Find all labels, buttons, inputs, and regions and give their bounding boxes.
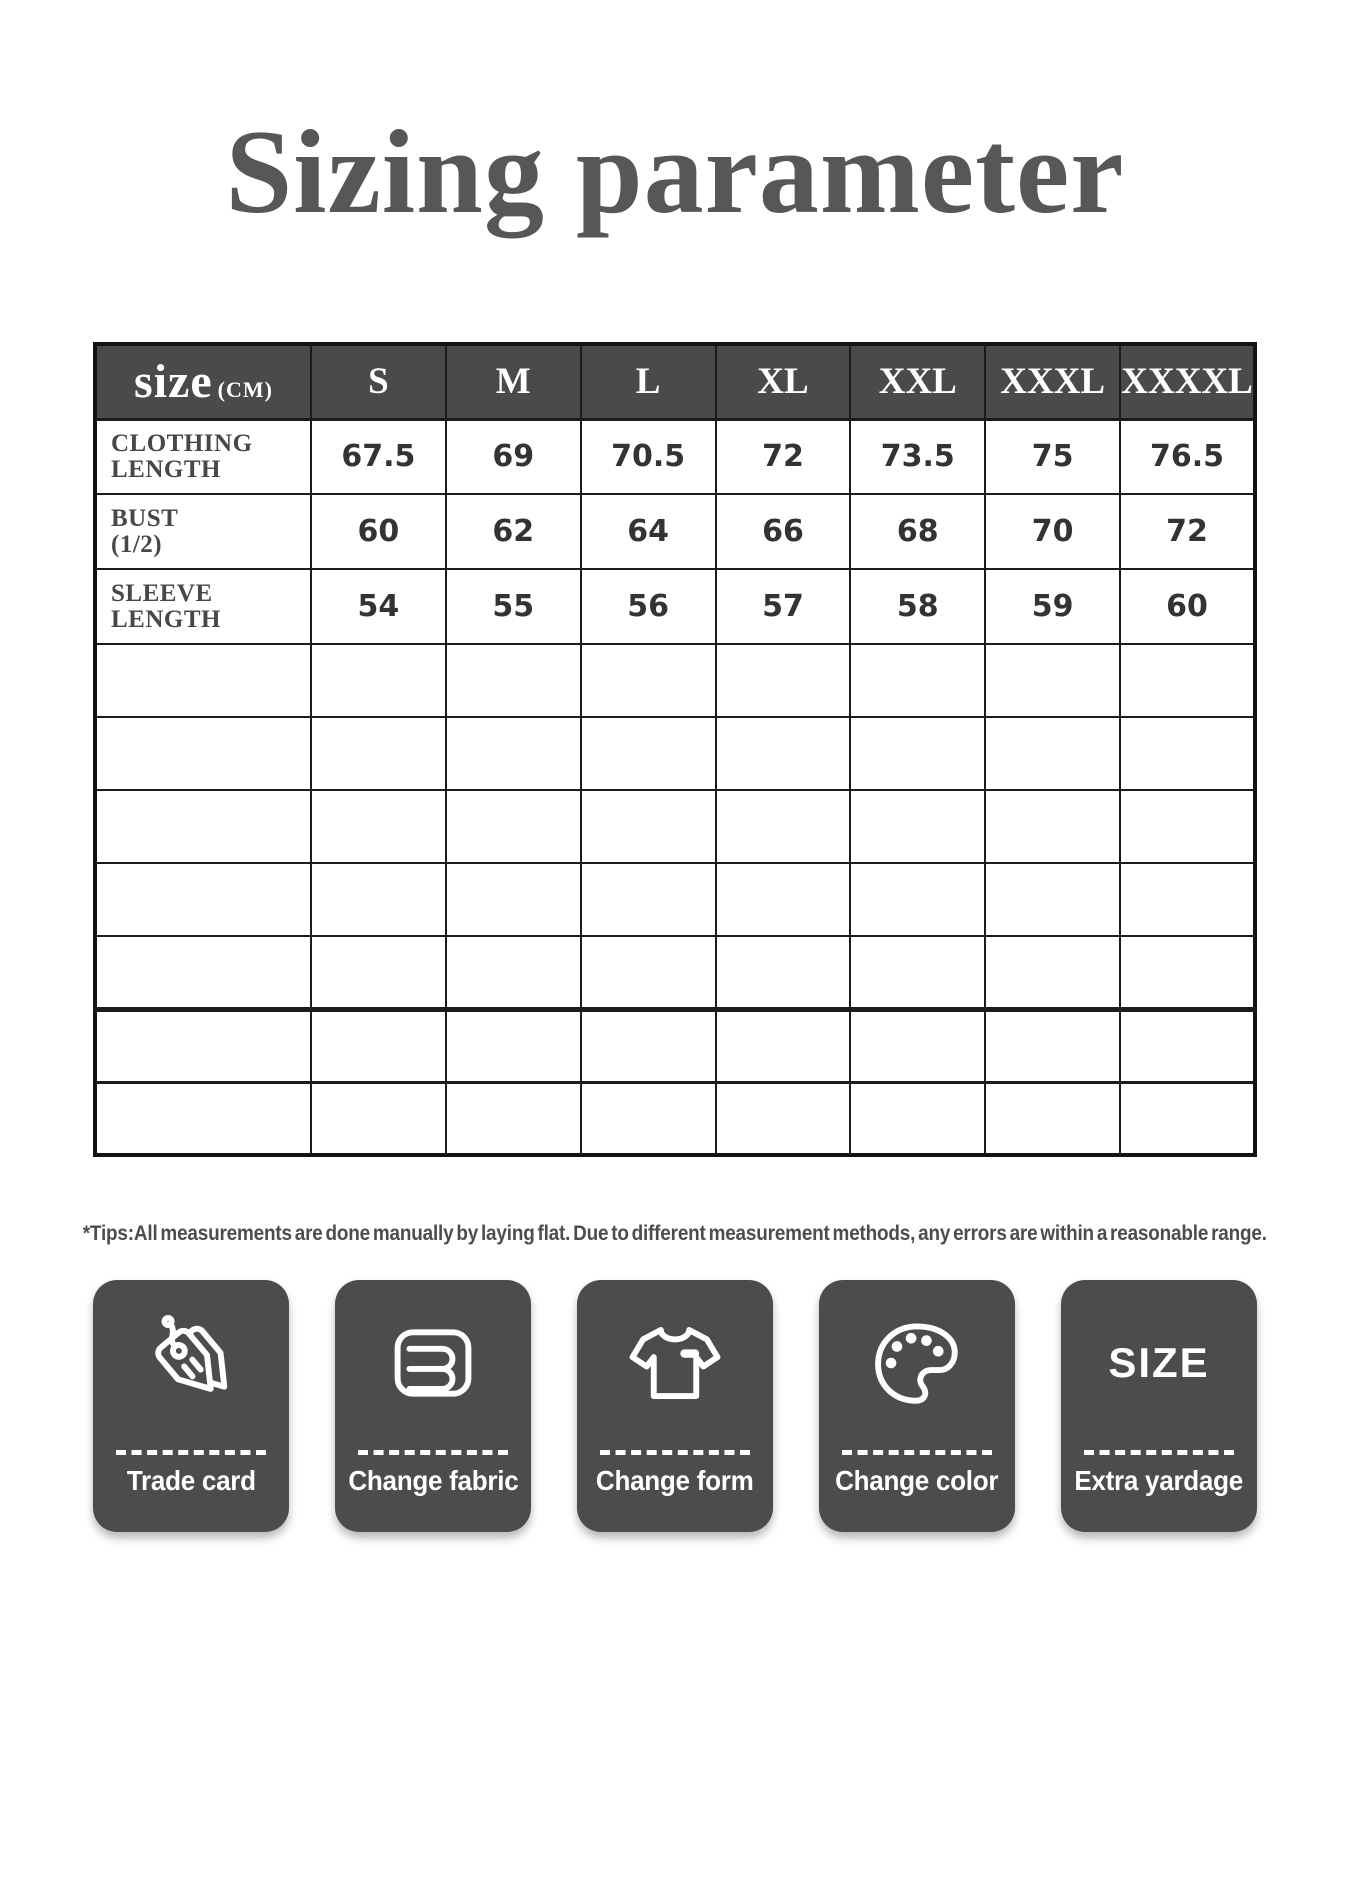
empty-cell: [716, 717, 851, 790]
empty-cell: [850, 936, 985, 1009]
table-row-clothing-length: [95, 419, 1255, 494]
size-unit-header-cell: [95, 344, 311, 419]
empty-cell: [95, 1082, 311, 1155]
empty-cell: [985, 717, 1120, 790]
empty-cell: [850, 863, 985, 936]
tile-label: Trade card: [126, 1465, 256, 1496]
size-value-cell: 56: [581, 569, 716, 644]
empty-cell: [311, 1009, 446, 1082]
empty-cell: [311, 863, 446, 936]
dashed-divider: [358, 1450, 508, 1455]
tile-label: Extra yardage: [1074, 1465, 1244, 1496]
tile-change-color: [819, 1280, 1015, 1532]
size-unit-suffix: (CM): [217, 377, 273, 403]
empty-cell: [446, 790, 581, 863]
table-row-bust: [95, 494, 1255, 569]
empty-cell: [446, 644, 581, 717]
dashed-divider: [116, 1450, 266, 1455]
empty-cell: [446, 863, 581, 936]
empty-table-row: [95, 936, 1255, 1009]
tile-icon-area: [374, 1280, 492, 1446]
size-column-header: M: [446, 344, 581, 419]
empty-cell: [581, 717, 716, 790]
empty-cell: [95, 644, 311, 717]
empty-cell: [311, 1082, 446, 1155]
size-value-cell: 59: [985, 569, 1120, 644]
row-label: [95, 494, 311, 569]
size-value-cell: 72: [1120, 494, 1255, 569]
size-column-header: XL: [716, 344, 851, 419]
empty-cell: [311, 717, 446, 790]
empty-cell: [581, 863, 716, 936]
dashed-divider: [842, 1450, 992, 1455]
size-value-cell: 67.5: [311, 419, 446, 494]
size-value-cell: 60: [1120, 569, 1255, 644]
size-unit-label: size: [134, 355, 213, 409]
size-value-cell: 72: [716, 419, 851, 494]
empty-table-row: [95, 1009, 1255, 1082]
size-value-cell: 57: [716, 569, 851, 644]
empty-cell: [95, 717, 311, 790]
size-value-cell: 69: [446, 419, 581, 494]
empty-cell: [446, 1082, 581, 1155]
size-table: [93, 342, 1257, 1157]
empty-cell: [581, 790, 716, 863]
size-value-cell: 75: [985, 419, 1120, 494]
empty-cell: [95, 790, 311, 863]
tile-change-form: [577, 1280, 773, 1532]
empty-cell: [1120, 790, 1255, 863]
empty-cell: [716, 1009, 851, 1082]
folded-fabric-icon: [374, 1304, 492, 1422]
empty-table-row: [95, 644, 1255, 717]
empty-cell: [311, 790, 446, 863]
size-value-cell: 60: [311, 494, 446, 569]
empty-cell: [95, 936, 311, 1009]
size-column-header: XXL: [850, 344, 985, 419]
tile-label: Change form: [596, 1465, 754, 1496]
size-column-header: S: [311, 344, 446, 419]
tile-label: Change color: [835, 1465, 999, 1496]
empty-cell: [716, 863, 851, 936]
empty-cell: [985, 644, 1120, 717]
tile-icon-area: [132, 1280, 250, 1446]
tile-label: Change fabric: [347, 1465, 519, 1496]
size-value-cell: 73.5: [850, 419, 985, 494]
empty-cell: [1120, 1082, 1255, 1155]
row-label-line: LENGTH: [111, 605, 221, 633]
size-value-cell: 68: [850, 494, 985, 569]
tile-trade-card: [93, 1280, 289, 1532]
tile-extra-yardage: [1061, 1280, 1257, 1532]
palette-icon: [858, 1304, 976, 1422]
empty-cell: [95, 863, 311, 936]
size-table-header-row: [95, 344, 1255, 419]
row-label-line: BUST: [111, 504, 179, 532]
row-label: [95, 419, 311, 494]
empty-cell: [581, 1009, 716, 1082]
size-text-icon: SIZE: [1108, 1339, 1210, 1386]
empty-cell: [311, 936, 446, 1009]
empty-cell: [985, 1009, 1120, 1082]
tile-icon-area: [616, 1280, 734, 1446]
feature-tiles-row: [0, 1280, 1350, 1532]
empty-cell: [716, 936, 851, 1009]
empty-cell: [985, 790, 1120, 863]
empty-cell: [581, 936, 716, 1009]
empty-table-row: [95, 1082, 1255, 1155]
size-column-header: L: [581, 344, 716, 419]
size-column-header: XXXXL: [1120, 344, 1255, 419]
empty-cell: [581, 644, 716, 717]
empty-cell: [446, 1009, 581, 1082]
empty-cell: [985, 936, 1120, 1009]
empty-cell: [850, 790, 985, 863]
empty-cell: [850, 1082, 985, 1155]
empty-table-row: [95, 717, 1255, 790]
row-label-line: LENGTH: [111, 455, 221, 483]
empty-cell: [716, 1082, 851, 1155]
size-value-cell: 76.5: [1120, 419, 1255, 494]
empty-table-row: [95, 790, 1255, 863]
tips-text: *Tips:All measurements are done manually by laying flat. Due to different measurement methods, any errors are within a reasonable range.: [82, 1221, 1268, 1245]
row-label: [95, 569, 311, 644]
size-value-cell: 62: [446, 494, 581, 569]
page-title: Sizing parameter: [225, 105, 1125, 238]
row-label-line: CLOTHING: [111, 429, 253, 457]
table-row-sleeve-length: [95, 569, 1255, 644]
tshirt-icon: [616, 1304, 734, 1422]
size-column-header: XXXL: [985, 344, 1120, 419]
empty-cell: [1120, 717, 1255, 790]
size-value-cell: 70.5: [581, 419, 716, 494]
empty-cell: [446, 936, 581, 1009]
size-value-cell: 54: [311, 569, 446, 644]
tips-note: [0, 1221, 1350, 1246]
tile-icon-area: [1108, 1280, 1209, 1446]
size-value-cell: 70: [985, 494, 1120, 569]
empty-cell: [446, 717, 581, 790]
dashed-divider: [1084, 1450, 1234, 1455]
size-value-cell: 64: [581, 494, 716, 569]
price-tags-icon: [132, 1304, 250, 1422]
empty-cell: [985, 1082, 1120, 1155]
empty-cell: [716, 644, 851, 717]
tile-icon-area: [858, 1280, 976, 1446]
empty-cell: [850, 1009, 985, 1082]
size-value-cell: 55: [446, 569, 581, 644]
size-value-cell: 66: [716, 494, 851, 569]
empty-table-row: [95, 863, 1255, 936]
empty-cell: [985, 863, 1120, 936]
size-value-cell: 58: [850, 569, 985, 644]
empty-cell: [1120, 936, 1255, 1009]
empty-cell: [850, 717, 985, 790]
tile-change-fabric: [335, 1280, 531, 1532]
empty-cell: [716, 790, 851, 863]
empty-cell: [581, 1082, 716, 1155]
dashed-divider: [600, 1450, 750, 1455]
empty-cell: [95, 1009, 311, 1082]
empty-cell: [311, 644, 446, 717]
empty-cell: [1120, 1009, 1255, 1082]
empty-cell: [1120, 863, 1255, 936]
empty-cell: [850, 644, 985, 717]
row-label-line: (1/2): [111, 530, 163, 558]
row-label-line: SLEEVE: [111, 579, 213, 607]
empty-cell: [1120, 644, 1255, 717]
